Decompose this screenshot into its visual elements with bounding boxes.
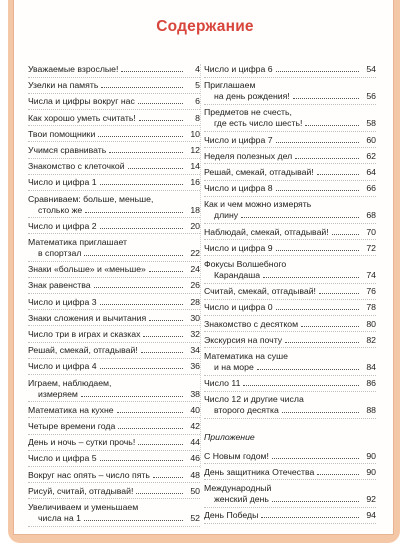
entry-separator xyxy=(204,347,376,348)
toc-entry[interactable] xyxy=(28,297,200,308)
entry-separator xyxy=(204,163,376,164)
toc-entry-page: 72 xyxy=(366,242,376,253)
toc-entry[interactable] xyxy=(28,453,200,464)
dot-leader xyxy=(81,396,183,397)
toc-entry-title: Число и цифра 7 xyxy=(204,134,273,145)
toc-entry[interactable] xyxy=(28,437,200,448)
entry-separator xyxy=(28,498,200,499)
toc-entry-page: 14 xyxy=(190,161,200,172)
dot-leader xyxy=(141,352,183,353)
toc-entry-page: 38 xyxy=(190,388,200,399)
entry-separator xyxy=(28,190,200,191)
entry-separator xyxy=(28,417,200,418)
entry-separator xyxy=(28,325,200,326)
toc-entry-page: 60 xyxy=(366,134,376,145)
toc-entry-title-line: Фокусы Волшебного xyxy=(204,259,287,269)
dot-leader xyxy=(100,228,183,229)
toc-entry-page: 26 xyxy=(190,280,200,291)
toc-entry[interactable] xyxy=(204,335,376,346)
toc-entry-title: Твои помощники xyxy=(28,128,96,139)
dot-leader xyxy=(139,120,183,121)
toc-entry[interactable] xyxy=(28,113,200,124)
toc-entry-title: Решай, смекай, отгадывай! xyxy=(28,345,138,356)
dot-leader xyxy=(94,287,183,288)
toc-entry[interactable] xyxy=(204,378,376,389)
toc-entry[interactable] xyxy=(204,199,376,221)
toc-entry-page: 94 xyxy=(366,510,376,521)
toc-entry[interactable] xyxy=(28,378,200,400)
toc-entry[interactable] xyxy=(204,227,376,238)
toc-entry-page: 16 xyxy=(190,177,200,188)
toc-entry-title: Число и цифра 9 xyxy=(204,242,273,253)
entry-separator xyxy=(204,418,376,419)
toc-entry-page: 22 xyxy=(190,248,200,258)
toc-entry[interactable] xyxy=(204,302,376,313)
toc-entry-page: 30 xyxy=(190,312,200,323)
entry-separator xyxy=(28,77,200,78)
toc-entry[interactable] xyxy=(204,467,376,478)
page-title: Содержание xyxy=(156,18,254,35)
entry-separator xyxy=(28,466,200,467)
toc-entry-page: 64 xyxy=(366,167,376,177)
dot-leader xyxy=(282,412,359,413)
entry-separator xyxy=(28,526,200,527)
toc-entry-title: Число и цифра 4 xyxy=(28,361,97,372)
dot-leader xyxy=(121,71,183,72)
toc-entry-page: 56 xyxy=(366,91,376,102)
entry-separator xyxy=(204,523,376,524)
toc-entry-title: Вокруг нас опять – число пять xyxy=(28,469,150,480)
toc-entry-title: Число и цифра 0 xyxy=(204,302,273,313)
toc-entry[interactable] xyxy=(28,129,200,140)
toc-entry-page: 58 xyxy=(366,118,376,129)
toc-entry[interactable] xyxy=(204,167,376,178)
toc-entry-title: Число и цифра 6 xyxy=(204,64,273,74)
toc-entry[interactable] xyxy=(28,221,200,232)
toc-entry-page: 24 xyxy=(190,264,200,275)
dot-leader xyxy=(261,517,359,518)
toc-entry[interactable] xyxy=(204,483,376,505)
toc-entry-title: День и ночь – сутки прочь! xyxy=(28,437,136,448)
toc-entry[interactable] xyxy=(28,329,200,340)
entry-separator xyxy=(28,450,200,451)
toc-entry[interactable] xyxy=(28,145,200,156)
toc-entry-page: 44 xyxy=(190,437,200,448)
dot-leader xyxy=(301,326,359,327)
toc-entry-title: и на море xyxy=(214,362,254,372)
toc-entry[interactable] xyxy=(204,351,376,373)
entry-separator xyxy=(204,196,376,197)
toc-entry-title-line: Увеличиваем и уменьшаем xyxy=(28,502,139,512)
toc-entry-title: Знакомство с десятком xyxy=(204,318,299,329)
toc-entry-title: Число и цифра 1 xyxy=(28,177,97,188)
entry-separator xyxy=(28,482,200,483)
dot-leader xyxy=(138,444,183,445)
toc-entry-page: 10 xyxy=(190,128,200,139)
toc-entry[interactable] xyxy=(28,161,200,172)
toc-entry-page: 84 xyxy=(366,362,376,372)
dot-leader xyxy=(276,190,359,191)
toc-entry-page: 28 xyxy=(190,296,200,307)
dot-leader xyxy=(84,520,183,521)
toc-entry-title: День защитника Отечества xyxy=(204,466,315,477)
toc-entry[interactable] xyxy=(28,502,200,524)
toc-entry-title-line: Приглашаем xyxy=(204,80,256,91)
toc-entry-title: Знак равенства xyxy=(28,280,91,291)
dot-leader xyxy=(276,309,359,310)
dot-leader xyxy=(257,369,359,370)
dot-leader xyxy=(100,460,183,461)
dot-leader xyxy=(272,501,359,502)
toc-entry[interactable] xyxy=(204,80,376,102)
toc-entry-page: 66 xyxy=(366,183,376,194)
toc-entry-title: Число и цифра 3 xyxy=(28,296,97,307)
toc-entry-title-line: Сравниваем: больше, меньше, xyxy=(28,193,154,204)
toc-entry-title: Решай, смекай, отгадывай! xyxy=(204,167,314,177)
toc-entry-page: 4 xyxy=(195,64,200,74)
toc-entry[interactable] xyxy=(28,421,200,432)
toc-entry-title: Учимся сравнивать xyxy=(28,145,107,155)
toc-entry[interactable] xyxy=(28,486,200,497)
dot-leader xyxy=(128,168,183,169)
toc-entry-title: Знаки сложения и вычитания xyxy=(28,312,147,323)
dot-leader xyxy=(263,277,359,278)
toc-entry-page: 6 xyxy=(195,96,200,107)
dot-leader xyxy=(138,103,183,104)
toc-entry-page: 32 xyxy=(190,329,200,339)
dot-leader xyxy=(153,477,183,478)
toc-entry-page: 20 xyxy=(190,220,200,231)
toc-entry[interactable] xyxy=(204,243,376,254)
toc-entry[interactable] xyxy=(204,259,376,281)
toc-entry-page: 54 xyxy=(366,64,376,74)
toc-entry-title: Число 11 xyxy=(204,378,241,389)
entry-separator xyxy=(204,463,376,464)
entry-separator xyxy=(204,391,376,392)
toc-entry-title: измеряем xyxy=(38,388,78,399)
toc-entry-title: Рисуй, считай, отгадывай! xyxy=(28,485,134,496)
dot-leader xyxy=(243,385,359,386)
toc-entry-title: длину xyxy=(214,210,239,221)
dot-leader xyxy=(149,320,183,321)
toc-entry-title: Наблюдай, смекай, отгадывай! xyxy=(204,226,329,237)
entry-separator xyxy=(28,358,200,359)
toc-entry[interactable] xyxy=(28,64,200,75)
entry-separator xyxy=(28,141,200,142)
entry-separator xyxy=(28,158,200,159)
toc-entry-title-line: Играем, наблюдаем, xyxy=(28,377,112,388)
entry-separator xyxy=(28,217,200,218)
dot-leader xyxy=(85,212,183,213)
toc-entry-title: Число три в играх и сказках xyxy=(28,329,141,339)
entry-separator xyxy=(28,109,200,110)
dot-leader xyxy=(332,234,359,235)
toc-entry-title: Число и цифра 2 xyxy=(28,220,97,231)
toc-entry-page: 50 xyxy=(190,485,200,496)
toc-entry-title: в спортзал xyxy=(38,248,82,258)
toc-entry-title: Карандаша xyxy=(214,270,261,280)
column-divider xyxy=(200,64,201,468)
entry-separator xyxy=(204,180,376,181)
toc-entry[interactable] xyxy=(28,96,200,107)
toc-entry[interactable] xyxy=(204,510,376,521)
dot-leader xyxy=(100,184,183,185)
toc-entry-title: на день рождения! xyxy=(214,91,290,102)
toc-entry-page: 40 xyxy=(190,404,200,415)
toc-entry-page: 92 xyxy=(366,494,376,504)
toc-entry-title: Уважаемые взрослые! xyxy=(28,64,119,74)
entry-separator xyxy=(28,401,200,402)
entry-separator xyxy=(28,93,200,94)
toc-entry[interactable] xyxy=(28,345,200,356)
dot-leader xyxy=(276,71,359,72)
toc-entry-title: где есть число шесть! xyxy=(214,118,303,129)
entry-separator xyxy=(28,434,200,435)
toc-entry[interactable] xyxy=(204,286,376,297)
dot-leader xyxy=(293,98,359,99)
toc-entry-title: День Победы xyxy=(204,510,259,521)
toc-entry-title: Четыре времени года xyxy=(28,421,116,431)
dot-leader xyxy=(84,255,183,256)
dot-leader xyxy=(295,158,359,159)
dot-leader xyxy=(118,428,183,429)
toc-entry-page: 70 xyxy=(366,226,376,237)
entry-separator xyxy=(204,255,376,256)
entry-separator xyxy=(204,104,376,105)
dot-leader xyxy=(276,142,359,143)
toc-entry-title-line: Международный xyxy=(204,483,272,493)
toc-entry-page: 90 xyxy=(366,450,376,461)
toc-entry[interactable] xyxy=(28,80,200,91)
toc-entry-title: Число и цифра 5 xyxy=(28,453,97,464)
toc-entry-page: 78 xyxy=(366,302,376,313)
dot-leader xyxy=(319,293,359,294)
entry-separator xyxy=(204,131,376,132)
dot-leader xyxy=(143,336,183,337)
toc-entry[interactable] xyxy=(204,151,376,162)
toc-entry-page: 90 xyxy=(366,466,376,477)
toc-entry-title: второго десятка xyxy=(214,405,279,416)
entry-separator xyxy=(28,233,200,234)
toc-entry-page: 80 xyxy=(366,318,376,329)
toc-entry[interactable] xyxy=(28,313,200,324)
toc-entry[interactable] xyxy=(204,135,376,146)
toc-entry-title: Знакомство с клеточкой xyxy=(28,161,125,172)
entry-separator xyxy=(204,223,376,224)
entry-separator xyxy=(204,375,376,376)
toc-entry-page: 48 xyxy=(190,469,200,480)
toc-entry-page: 82 xyxy=(366,334,376,345)
entry-separator xyxy=(204,479,376,480)
entry-separator xyxy=(28,374,200,375)
toc-entry[interactable] xyxy=(28,361,200,372)
dot-leader xyxy=(305,125,359,126)
toc-entry-page: 76 xyxy=(366,286,376,297)
toc-entry-page: 8 xyxy=(195,112,200,123)
entry-separator xyxy=(204,147,376,148)
toc-entry[interactable] xyxy=(28,177,200,188)
entry-separator xyxy=(204,315,376,316)
toc-entry-page: 88 xyxy=(366,405,376,416)
entry-separator xyxy=(204,77,376,78)
toc-entry-page: 74 xyxy=(366,270,376,280)
dot-leader xyxy=(101,87,183,88)
toc-entry-page: 5 xyxy=(195,80,200,91)
dot-leader xyxy=(241,217,359,218)
toc-entry[interactable] xyxy=(28,405,200,416)
toc-entry[interactable] xyxy=(204,107,376,129)
toc-entry-title: Как хорошо уметь считать! xyxy=(28,112,136,123)
toc-entry-title-line: Число 12 и другие числа xyxy=(204,394,304,405)
toc-entry[interactable] xyxy=(28,194,200,216)
entry-separator xyxy=(204,283,376,284)
toc-entry-page: 36 xyxy=(190,361,200,372)
toc-entry-title: Считай, смекай, отгадывай! xyxy=(204,286,316,297)
dot-leader xyxy=(109,152,183,153)
dot-leader xyxy=(317,474,359,475)
dot-leader xyxy=(100,304,183,305)
toc-entry-title: Число и цифра 8 xyxy=(204,183,273,194)
toc-entry-title: Неделя полезных дел xyxy=(204,150,293,161)
toc-entry-title: Узелки на память xyxy=(28,80,99,91)
toc-entry-title: Экскурсия на почту xyxy=(204,334,283,345)
toc-entry[interactable] xyxy=(204,394,376,416)
entry-separator xyxy=(28,125,200,126)
toc-entry-title: числа на 1 xyxy=(38,513,81,523)
entry-separator xyxy=(204,299,376,300)
dot-leader xyxy=(98,136,183,137)
toc-entry-page: 46 xyxy=(190,453,200,464)
dot-leader xyxy=(285,342,359,343)
entry-separator xyxy=(28,342,200,343)
toc-entry-page: 34 xyxy=(190,345,200,356)
toc-entry-title: Знаки «больше» и «меньше» xyxy=(28,264,146,275)
toc-entry-title-line: Математика на суше xyxy=(204,351,288,361)
entry-separator xyxy=(28,277,200,278)
toc-entry[interactable] xyxy=(204,451,376,462)
toc-entry-title: С Новым годом! xyxy=(204,450,269,461)
toc-entry[interactable] xyxy=(28,237,200,259)
toc-entry-title: женский день xyxy=(214,494,269,504)
toc-entry[interactable] xyxy=(28,470,200,481)
dot-leader xyxy=(317,174,359,175)
toc-entry-page: 18 xyxy=(190,204,200,215)
entry-separator xyxy=(28,309,200,310)
toc-entry[interactable] xyxy=(204,183,376,194)
dot-leader xyxy=(117,412,183,413)
dot-leader xyxy=(136,493,183,494)
toc-entry-page: 42 xyxy=(190,421,200,431)
toc-entry-title-line: Математика приглашает xyxy=(28,237,127,247)
toc-entry-page: 12 xyxy=(190,145,200,155)
toc-entry-title-line: Предметов не счесть, xyxy=(204,107,292,118)
dot-leader xyxy=(272,458,359,459)
toc-entry-title: Числа и цифры вокруг нас xyxy=(28,96,135,107)
toc-entry-page: 62 xyxy=(366,150,376,161)
toc-entry[interactable] xyxy=(28,264,200,275)
entry-separator xyxy=(204,331,376,332)
dot-leader xyxy=(276,250,359,251)
toc-entry[interactable] xyxy=(204,319,376,330)
toc-entry-title: Математика на кухне xyxy=(28,404,114,415)
dot-leader xyxy=(149,271,183,272)
toc-entry-title: столько же xyxy=(38,204,83,215)
toc-entry-page: 86 xyxy=(366,378,376,389)
toc-entry-page: 52 xyxy=(190,513,200,523)
entry-separator xyxy=(28,261,200,262)
toc-entry-page: 68 xyxy=(366,210,376,221)
toc-entry[interactable] xyxy=(28,280,200,291)
appendix-heading: Приложение xyxy=(204,431,255,442)
entry-separator xyxy=(28,174,200,175)
toc-entry-title-line: Как и чем можно измерять xyxy=(204,199,312,210)
dot-leader xyxy=(100,368,183,369)
toc-entry[interactable] xyxy=(204,64,376,75)
entry-separator xyxy=(204,507,376,508)
entry-separator xyxy=(204,239,376,240)
entry-separator xyxy=(28,293,200,294)
